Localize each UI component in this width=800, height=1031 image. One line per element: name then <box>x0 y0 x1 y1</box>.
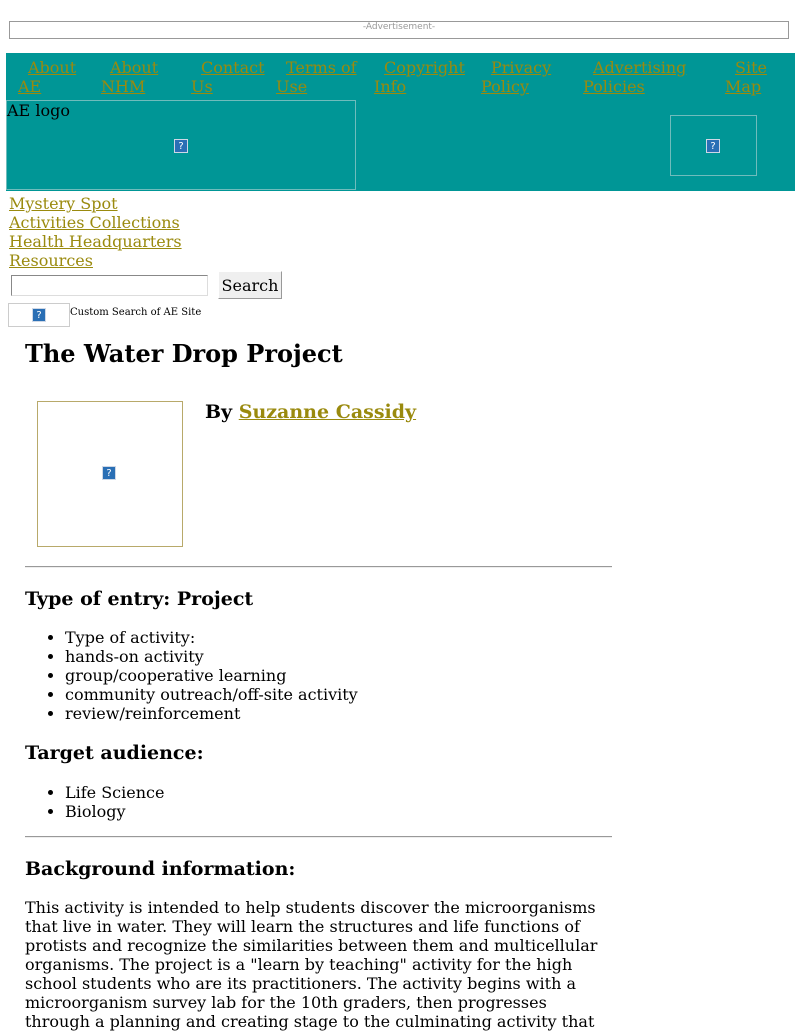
broken-image-icon: ? <box>32 308 46 322</box>
broken-image-icon: ? <box>706 139 720 153</box>
nav-about-nhm[interactable]: About NHM <box>101 58 159 96</box>
page-title: The Water Drop Project <box>25 339 343 368</box>
audience-list <box>25 783 164 821</box>
list-item: • Life Science <box>65 783 164 802</box>
ae-logo[interactable] <box>6 100 356 190</box>
nav-resources[interactable]: Resources <box>9 251 93 270</box>
byline-prefix: By <box>205 401 233 423</box>
advertisement-banner[interactable] <box>9 21 789 39</box>
list-item: • review/reinforcement <box>65 704 358 723</box>
section-nav <box>9 194 182 270</box>
type-of-entry-heading: Type of entry: Project <box>25 588 254 610</box>
advertisement-label: -Advertisement- <box>362 22 436 32</box>
background-heading: Background information: <box>25 858 296 880</box>
divider <box>25 566 612 568</box>
target-audience-heading: Target audience: <box>25 742 204 764</box>
list-item: • hands-on activity <box>65 647 358 666</box>
list-item: • Biology <box>65 802 164 821</box>
author-link[interactable]: Suzanne Cassidy <box>238 401 417 423</box>
nav-terms-of-use[interactable]: Terms of Use <box>276 58 357 96</box>
custom-search-label: Custom Search of AE Site <box>70 307 202 318</box>
header-banner-image[interactable] <box>670 115 757 176</box>
nav-about-ae[interactable]: About AE <box>18 58 77 96</box>
byline <box>205 400 416 424</box>
search-button[interactable]: Search <box>218 271 282 299</box>
activity-type-list <box>25 628 358 723</box>
divider <box>25 836 612 838</box>
nav-advertising-policies[interactable]: Advertising Policies <box>583 58 687 96</box>
top-nav <box>6 53 795 101</box>
nav-copyright-info[interactable]: Copyright Info <box>374 58 465 96</box>
nav-privacy-policy[interactable]: Privacy Policy <box>481 58 552 96</box>
site-header <box>6 53 795 191</box>
nav-activities-collections[interactable]: Activities Collections <box>9 213 180 232</box>
author-photo <box>37 401 183 547</box>
list-item: • Type of activity: <box>65 628 358 647</box>
list-item: • community outreach/off-site activity <box>65 685 358 704</box>
list-item: • group/cooperative learning <box>65 666 358 685</box>
logo-alt-text: AE logo <box>7 101 70 120</box>
broken-image-icon: ? <box>102 466 116 480</box>
broken-image-icon: ? <box>174 139 188 153</box>
nav-site-map[interactable]: Site Map <box>725 58 767 96</box>
nav-contact-us[interactable]: Contact Us <box>191 58 265 96</box>
custom-search-logo <box>8 303 70 327</box>
background-paragraph: This activity is intended to help students discover the microorganisms that live in water. They will learn the structures and life functions of protists and recognize the similarities between them and multicellular organisms. The project is a "learn by teaching" activity for the high school students who are its practitioners. The activity begins with a microorganism survey lab for the 10th graders, then progresses through a planning and creating stage to the culminating activity that <box>25 898 598 1031</box>
search-input[interactable] <box>11 275 208 296</box>
nav-health-headquarters[interactable]: Health Headquarters <box>9 232 182 251</box>
nav-mystery-spot[interactable]: Mystery Spot <box>9 194 118 213</box>
